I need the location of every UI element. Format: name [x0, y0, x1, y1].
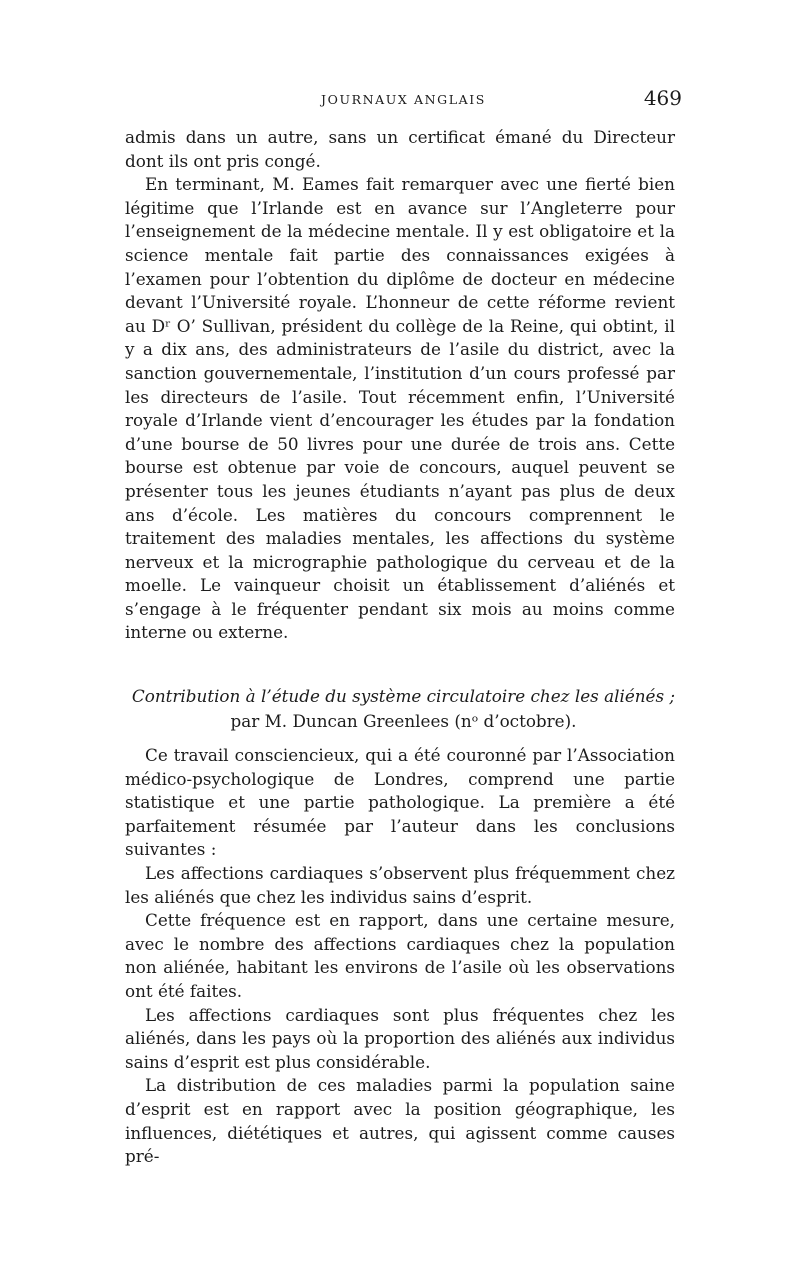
running-head-title: JOURNAUX ANGLAIS: [321, 92, 486, 107]
paragraph: Cette fréquence est en rapport, dans une certaine mesure, avec le nombre des affections cardiaques chez la population non aliénée, habitant les environs de l’asile où les observations ont été faites.: [125, 910, 675, 1001]
paragraph: admis dans un autre, sans un certificat émané du Directeur dont ils ont pris congé.: [125, 127, 675, 171]
paragraph: En terminant, M. Eames fait remarquer avec une fierté bien légitime que l’Irlande est en avance sur l’Angleterre pour l’enseignement de la médecine mentale. Il y est obligatoire et la science mentale fait partie des connaissances exigées à l’examen pour l’obtention du diplôme de docteur en médecine devant l’Université royale. L’honneur de cette réforme revient au Dʳ O’ Sullivan, président du collège de la Reine, qui obtint, il y a dix ans, des administrateurs de l’asile du district, avec la sanction gouvernementale, l’institution d’un cours professé par les directeurs de l’asile. Tout récemment enfin, l’Université royale d’Irlande vient d’encourager les études par la fondation d’une bourse de 50 livres pour une durée de trois ans. Cette bourse est obtenue par voie de concours, auquel peuvent se présenter tous les jeunes étudiants n’ayant pas plus de deux ans d’école. Les matières du concours comprennent le traitement des maladies mentales, les affections du système nerveux et la micrographie pathologique du cerveau et de la moelle. Le vainqueur choisit un établissement d’aliénés et s’engage à le fréquenter pendant six mois au moins comme interne ou externe.: [125, 174, 675, 643]
article-body: [125, 744, 675, 1169]
page-number: 469: [643, 86, 682, 110]
running-head: [125, 86, 682, 116]
paragraph: Ce travail consciencieux, qui a été couronné par l’Association médico-psychologique de Londres, comprend une partie statistique et une partie pathologique. La première a été parfaitement résumée par l’auteur dans les conclusions suivantes :: [125, 745, 675, 860]
paragraph: La distribution de ces maladies parmi la population saine d’esprit est en rapport avec la position géographique, les influences, diététiques et autres, qui agissent comme causes pré-: [125, 1075, 675, 1167]
paragraph: Les affections cardiaques s’observent plus fréquemment chez les aliénés que chez les individus sains d’esprit.: [125, 862, 675, 907]
paragraph: Les affections cardiaques sont plus fréquentes chez les aliénés, dans les pays où la proportion des aliénés aux individus sains d’esprit est plus considérable.: [125, 1004, 675, 1072]
article-byline: par M. Duncan Greenlees (nᵒ d’octobre).: [230, 711, 577, 731]
article-title: Contribution à l’étude du système circulatoire chez les aliénés ;: [131, 686, 676, 706]
article-heading: [125, 684, 682, 734]
continued-text: [125, 126, 675, 645]
